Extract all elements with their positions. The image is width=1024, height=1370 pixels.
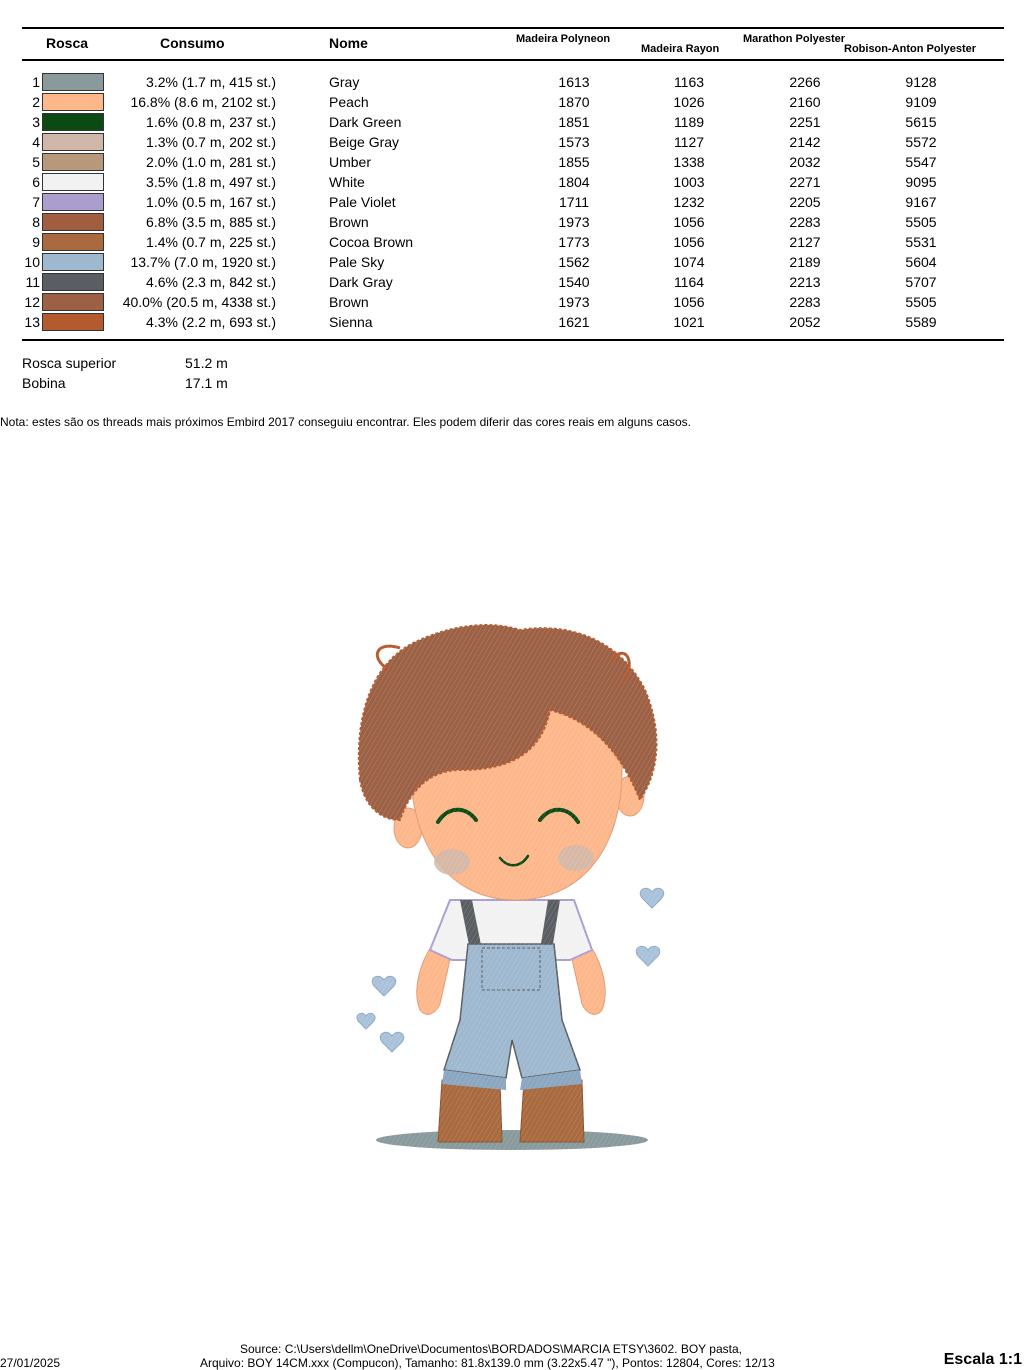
source-path: Source: C:\Users\dellm\OneDrive\Documentos\BORDADOS\MARCIA ETSY\3602. BOY pasta, [240,1342,742,1356]
thread-name: White [329,174,365,190]
thread-number: 5 [32,154,40,170]
madeira-rayon-code: 1056 [673,234,705,250]
marathon-code: 2283 [789,294,821,310]
thread-usage: 3.5% (1.8 m, 497 st.) [146,174,276,190]
table-row [0,152,1024,172]
marathon-code: 2160 [789,94,821,110]
thread-number: 3 [32,114,40,130]
color-swatch [42,273,104,291]
madeira-rayon-code: 1189 [673,114,705,130]
header-thread: Rosca [46,35,89,51]
marathon-code: 2052 [789,314,821,330]
color-swatch [42,293,104,311]
thread-name: Brown [329,294,369,310]
marathon-code: 2142 [789,134,821,150]
madeira-rayon-code: 1021 [673,314,705,330]
madeira-polyneon-code: 1870 [558,94,590,110]
madeira-polyneon-code: 1621 [558,314,590,330]
bobbin-value: 17.1 m [185,375,228,391]
color-swatch [42,73,104,91]
madeira-rayon-code: 1232 [673,194,705,210]
thread-usage: 16.8% (8.6 m, 2102 st.) [130,94,276,110]
robison-anton-code: 9095 [905,174,937,190]
marathon-code: 2127 [789,234,821,250]
color-swatch [42,213,104,231]
thread-usage: 2.0% (1.0 m, 281 st.) [146,154,276,170]
robison-anton-code: 5572 [905,134,937,150]
thread-usage: 1.3% (0.7 m, 202 st.) [146,134,276,150]
marathon-code: 2032 [789,154,821,170]
thread-name: Umber [329,154,372,170]
robison-anton-code: 5505 [905,214,937,230]
robison-anton-code: 5505 [905,294,937,310]
header-bottom-rule [22,59,1004,61]
thread-usage: 1.0% (0.5 m, 167 st.) [146,194,276,210]
madeira-polyneon-code: 1711 [558,194,590,210]
color-swatch [42,93,104,111]
color-swatch [42,253,104,271]
header-robison-anton: Robison-Anton Polyester [844,43,977,55]
bobbin-label: Bobina [22,375,66,391]
madeira-polyneon-code: 1973 [558,294,590,310]
table-row [0,172,1024,192]
scale-label: Escala 1:1 [943,1351,1022,1368]
madeira-rayon-code: 1074 [673,254,705,270]
color-swatch [42,173,104,191]
madeira-rayon-code: 1056 [673,214,705,230]
marathon-code: 2213 [789,274,821,290]
madeira-rayon-code: 1338 [673,154,705,170]
thread-name: Pale Sky [329,254,385,270]
marathon-code: 2189 [789,254,821,270]
madeira-polyneon-code: 1613 [558,74,590,90]
table-top-rule [22,27,1004,29]
table-bottom-rule [22,339,1004,341]
thread-note: Nota: estes são os threads mais próximos Embird 2017 conseguiu encontrar. Eles podem diferir das cores reais em alguns casos. [0,415,692,429]
top-thread-value: 51.2 m [185,355,228,371]
thread-number: 4 [32,134,40,150]
table-row [0,232,1024,252]
madeira-rayon-code: 1127 [673,134,705,150]
thread-name: Dark Green [329,114,402,130]
table-row [0,92,1024,112]
marathon-code: 2251 [789,114,821,130]
thread-usage: 6.8% (3.5 m, 885 st.) [146,214,276,230]
table-row [0,252,1024,272]
madeira-rayon-code: 1163 [673,74,705,90]
thread-name: Peach [329,94,369,110]
robison-anton-code: 5547 [905,154,937,170]
thread-usage: 4.6% (2.3 m, 842 st.) [146,274,276,290]
table-row [0,272,1024,292]
thread-number: 12 [24,294,40,310]
thread-number: 10 [24,254,40,270]
thread-name: Beige Gray [329,134,400,150]
madeira-rayon-code: 1164 [673,274,705,290]
madeira-polyneon-code: 1973 [558,214,590,230]
thread-name: Pale Violet [329,194,396,210]
robison-anton-code: 5589 [905,314,937,330]
header-madeira-polyneon: Madeira Polyneon [516,33,611,45]
table-row [0,192,1024,212]
color-swatch [42,153,104,171]
marathon-code: 2271 [789,174,821,190]
madeira-rayon-code: 1056 [673,294,705,310]
thread-number: 13 [24,314,40,330]
marathon-code: 2283 [789,214,821,230]
madeira-polyneon-code: 1540 [558,274,590,290]
color-swatch [42,313,104,331]
header-usage: Consumo [160,35,225,51]
thread-usage: 1.4% (0.7 m, 225 st.) [146,234,276,250]
robison-anton-code: 9128 [905,74,937,90]
thread-name: Dark Gray [329,274,393,290]
color-swatch [42,133,104,151]
thread-name: Gray [329,74,360,90]
color-swatch [42,233,104,251]
madeira-polyneon-code: 1851 [558,114,590,130]
madeira-polyneon-code: 1855 [558,154,590,170]
table-row [0,312,1024,332]
embroidery-preview [340,600,680,1160]
table-row [0,112,1024,132]
print-date: 27/01/2025 [0,1356,61,1370]
thread-usage: 1.6% (0.8 m, 237 st.) [146,114,276,130]
madeira-rayon-code: 1026 [673,94,705,110]
thread-number: 6 [32,174,40,190]
robison-anton-code: 5615 [905,114,937,130]
thread-name: Brown [329,214,369,230]
color-swatch [42,193,104,211]
thread-usage: 3.2% (1.7 m, 415 st.) [146,74,276,90]
thread-usage: 13.7% (7.0 m, 1920 st.) [130,254,276,270]
robison-anton-code: 9167 [905,194,937,210]
thread-number: 9 [32,234,40,250]
robison-anton-code: 5604 [905,254,937,270]
thread-number: 2 [32,94,40,110]
table-row [0,132,1024,152]
header-name: Nome [329,35,368,51]
madeira-polyneon-code: 1804 [558,174,590,190]
robison-anton-code: 5707 [905,274,937,290]
thread-number: 7 [32,194,40,210]
madeira-polyneon-code: 1773 [558,234,590,250]
thread-usage: 4.3% (2.2 m, 693 st.) [146,314,276,330]
marathon-code: 2266 [789,74,821,90]
header-marathon-polyester: Marathon Polyester [743,33,846,45]
thread-number: 1 [32,74,40,90]
thread-number: 8 [32,214,40,230]
color-swatch [42,113,104,131]
madeira-polyneon-code: 1573 [558,134,590,150]
file-info: Arquivo: BOY 14CM.xxx (Compucon), Tamanho: 81.8x139.0 mm (3.22x5.47 "), Pontos: 12804, Cores: 12/13 [200,1356,775,1370]
robison-anton-code: 5531 [905,234,937,250]
marathon-code: 2205 [789,194,821,210]
header-madeira-rayon: Madeira Rayon [641,43,720,55]
table-row [0,292,1024,312]
robison-anton-code: 9109 [905,94,937,110]
madeira-polyneon-code: 1562 [558,254,590,270]
thread-name: Sienna [329,314,373,330]
thread-usage: 40.0% (20.5 m, 4338 st.) [122,294,276,310]
table-row [0,72,1024,92]
madeira-rayon-code: 1003 [673,174,705,190]
top-thread-label: Rosca superior [22,355,117,371]
thread-name: Cocoa Brown [329,234,414,250]
thread-number: 11 [25,274,40,290]
table-row [0,212,1024,232]
